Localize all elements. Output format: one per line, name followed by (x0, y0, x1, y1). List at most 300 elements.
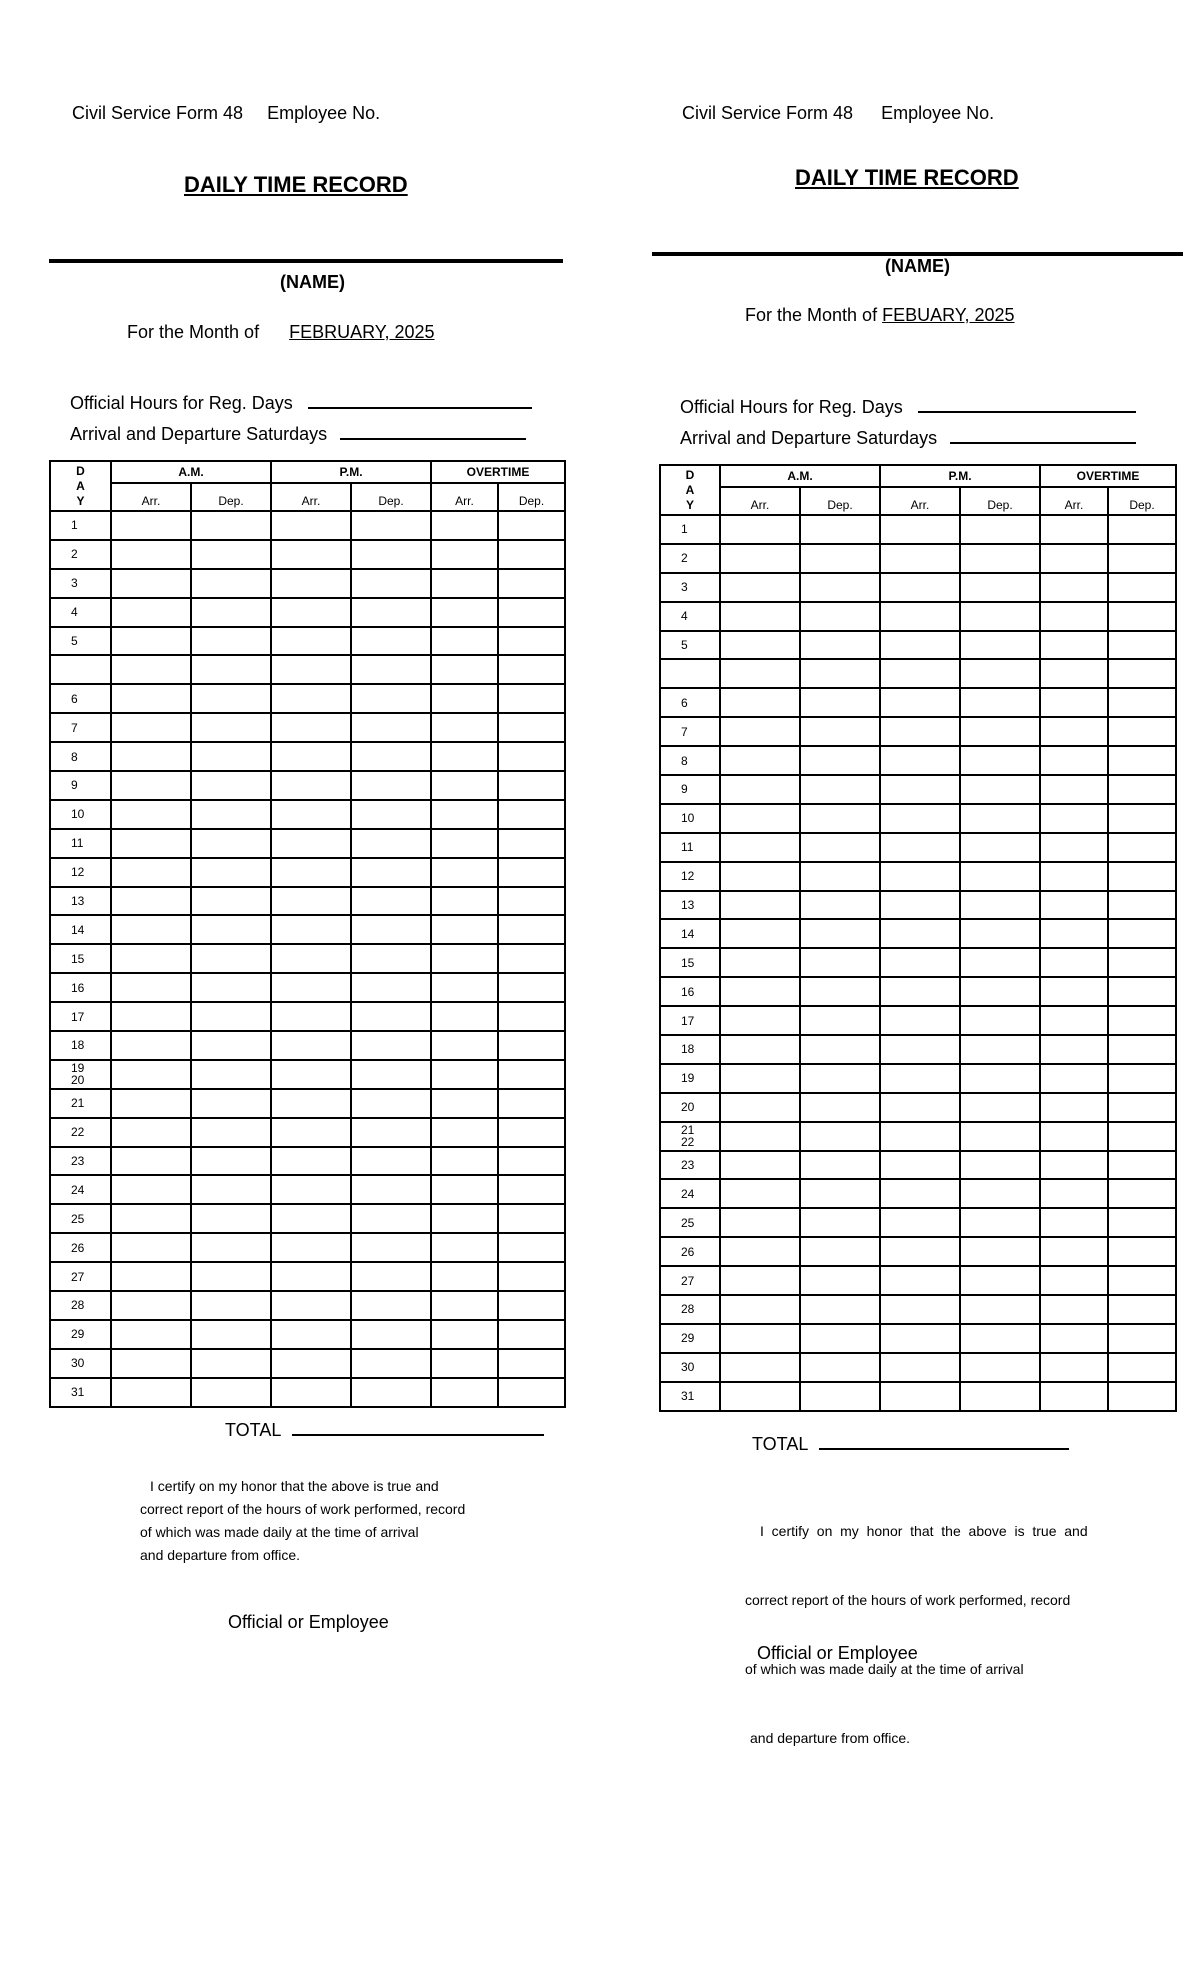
day-number: 23 (660, 1151, 720, 1180)
ot-dep-cell[interactable] (1108, 804, 1176, 833)
day-number: 25 (50, 1204, 111, 1233)
am-dep-cell[interactable] (800, 573, 880, 602)
am-dep-cell[interactable] (800, 1295, 880, 1324)
overtime-header: OVERTIME (1040, 465, 1176, 487)
ot-arr-cell[interactable] (1040, 919, 1108, 948)
pm-arr-cell[interactable] (880, 688, 960, 717)
am-dep-cell[interactable] (800, 1179, 880, 1208)
ot-dep-cell[interactable] (1108, 891, 1176, 920)
day-row (660, 977, 1176, 1006)
am-arr-cell[interactable] (720, 1324, 800, 1353)
pm-dep-cell[interactable] (960, 948, 1040, 977)
ot-arr-cell[interactable] (1040, 1208, 1108, 1237)
am-dep-cell[interactable] (800, 717, 880, 746)
ot-dep-cell[interactable] (1108, 1179, 1176, 1208)
am-arr-cell[interactable] (720, 1122, 800, 1151)
ot-arr-cell[interactable] (1040, 1266, 1108, 1295)
ot-dep-cell[interactable] (1108, 688, 1176, 717)
am-arr-cell[interactable] (720, 717, 800, 746)
pm-dep-cell[interactable] (960, 862, 1040, 891)
ot-dep-cell[interactable] (1108, 1353, 1176, 1382)
day-row (660, 544, 1176, 573)
pm-dep-cell[interactable] (960, 1295, 1040, 1324)
am-arr-cell[interactable] (720, 1382, 800, 1411)
pm-arr-cell[interactable] (880, 804, 960, 833)
am-arr-cell[interactable] (720, 746, 800, 775)
day-number: 4 (50, 598, 111, 627)
am-arr-cell[interactable] (720, 602, 800, 631)
ot-arr-cell[interactable] (1040, 1151, 1108, 1180)
pm-dep-cell[interactable] (960, 1382, 1040, 1411)
ot-dep-cell[interactable] (1108, 544, 1176, 573)
am-dep-cell[interactable] (800, 1064, 880, 1093)
day-row (660, 1353, 1176, 1382)
ot-arr-cell[interactable] (1040, 717, 1108, 746)
pm-arr-cell[interactable] (880, 1064, 960, 1093)
am-dep-cell[interactable] (800, 1324, 880, 1353)
day-number: 9 (50, 771, 111, 800)
am-dep-cell[interactable] (800, 1382, 880, 1411)
day-number: 30 (660, 1353, 720, 1382)
am-dep-cell[interactable] (800, 1208, 880, 1237)
arrival-departure-blank[interactable] (950, 426, 1136, 444)
pm-arr-cell[interactable] (880, 631, 960, 660)
day-number: 7 (50, 713, 111, 742)
pm-dep-cell[interactable] (960, 1035, 1040, 1064)
ot-dep-cell[interactable] (1108, 1064, 1176, 1093)
ot-arr-cell[interactable] (1040, 804, 1108, 833)
ot-arr-cell[interactable] (1040, 602, 1108, 631)
pm-arr-cell[interactable] (880, 602, 960, 631)
total-label: TOTAL (752, 1434, 808, 1454)
arrival-departure-line (680, 426, 1136, 449)
month-prefix: For the Month of (127, 322, 260, 342)
am-dep-cell[interactable] (800, 833, 880, 862)
certification-text (745, 1474, 1088, 1796)
ot-dep-cell[interactable] (1108, 573, 1176, 602)
ot-arr-cell[interactable] (1040, 1237, 1108, 1266)
am-dep-cell[interactable] (800, 602, 880, 631)
ot-dep-cell[interactable] (1108, 1208, 1176, 1237)
am-arr-header: Arr. (720, 487, 800, 515)
am-arr-cell[interactable] (720, 833, 800, 862)
pm-arr-cell[interactable] (880, 1353, 960, 1382)
day-number: 8 (50, 742, 111, 771)
employee-no-label: Employee No. (267, 103, 381, 123)
pm-dep-cell[interactable] (960, 1006, 1040, 1035)
pm-dep-cell[interactable] (960, 1151, 1040, 1180)
day-number: 17 (50, 1002, 111, 1031)
am-arr-cell[interactable] (720, 659, 800, 688)
ot-arr-cell[interactable] (1040, 1064, 1108, 1093)
am-dep-cell[interactable] (800, 1093, 880, 1122)
day-row (660, 1237, 1176, 1266)
ot-arr-cell[interactable] (1040, 1179, 1108, 1208)
day-number: 12 (660, 862, 720, 891)
day-number: 27 (50, 1262, 111, 1291)
pm-dep-header: Dep. (351, 483, 431, 511)
ot-arr-cell[interactable] (1040, 1295, 1108, 1324)
ot-dep-cell[interactable] (1108, 919, 1176, 948)
day-number: 13 (660, 891, 720, 920)
am-dep-cell[interactable] (800, 775, 880, 804)
am-arr-cell[interactable] (720, 919, 800, 948)
day-row (660, 1122, 1176, 1151)
am-dep-cell[interactable] (800, 1266, 880, 1295)
certification-line: I certify on my honor that the above is true and (150, 1478, 439, 1494)
am-dep-cell[interactable] (800, 1006, 880, 1035)
ot-dep-cell[interactable] (1108, 1006, 1176, 1035)
day-row (660, 862, 1176, 891)
ot-dep-cell[interactable] (1108, 1122, 1176, 1151)
ot-arr-cell[interactable] (1040, 746, 1108, 775)
month-line (745, 305, 1015, 326)
day-row (660, 1382, 1176, 1411)
ot-arr-header: Arr. (1040, 487, 1108, 515)
pm-dep-cell[interactable] (960, 717, 1040, 746)
am-dep-cell[interactable] (800, 977, 880, 1006)
pm-arr-cell[interactable] (880, 948, 960, 977)
day-number: 30 (50, 1349, 111, 1378)
day-row (660, 688, 1176, 717)
am-dep-cell[interactable] (800, 1122, 880, 1151)
form-label: Civil Service Form 48 (682, 103, 854, 123)
pm-dep-cell[interactable] (960, 1353, 1040, 1382)
day-number: 10 (660, 804, 720, 833)
pm-arr-cell[interactable] (880, 1122, 960, 1151)
month-value: FEBRUARY, 2025 (289, 322, 435, 342)
day-number: 16 (660, 977, 720, 1006)
ot-arr-cell[interactable] (1040, 1324, 1108, 1353)
form-title: DAILY TIME RECORD (795, 165, 1019, 190)
am-dep-cell[interactable] (800, 804, 880, 833)
day-number: 13 (50, 887, 111, 916)
am-arr-cell[interactable] (720, 1353, 800, 1382)
pm-dep-cell[interactable] (960, 1179, 1040, 1208)
pm-dep-cell[interactable] (960, 919, 1040, 948)
day-number: 15 (660, 948, 720, 977)
ot-dep-header: Dep. (498, 483, 565, 511)
day-number: 5 (50, 627, 111, 656)
day-number: 31 (50, 1378, 111, 1407)
pm-dep-cell[interactable] (960, 631, 1040, 660)
day-number: 15 (50, 944, 111, 973)
day-number: 29 (50, 1320, 111, 1349)
am-arr-cell[interactable] (720, 1295, 800, 1324)
am-arr-cell[interactable] (720, 1208, 800, 1237)
day-number: 28 (50, 1291, 111, 1320)
ot-dep-cell[interactable] (1108, 1266, 1176, 1295)
pm-dep-cell[interactable] (960, 775, 1040, 804)
pm-arr-cell[interactable] (880, 775, 960, 804)
day-number: 19 (660, 1064, 720, 1093)
day-number: 8 (660, 746, 720, 775)
day-column-header (660, 465, 720, 515)
day-number: 24 (50, 1175, 111, 1204)
arrival-departure-label: Arrival and Departure Saturdays (680, 428, 938, 448)
ot-dep-cell[interactable] (1108, 717, 1176, 746)
time-record-table (659, 464, 1177, 1412)
signatory-label: Official or Employee (757, 1643, 918, 1663)
pm-dep-cell[interactable] (960, 544, 1040, 573)
ot-arr-cell[interactable] (1040, 977, 1108, 1006)
arrival-departure-label: Arrival and Departure Saturdays (70, 424, 328, 444)
total-blank[interactable] (819, 1432, 1069, 1450)
pm-dep-header: Dep. (960, 487, 1040, 515)
certification-line: correct report of the hours of work performed, record (140, 1501, 466, 1517)
pm-dep-cell[interactable] (960, 515, 1040, 544)
pm-arr-cell[interactable] (880, 717, 960, 746)
am-header: A.M. (720, 465, 880, 487)
am-arr-cell[interactable] (720, 804, 800, 833)
certification-line: and departure from office. (750, 1730, 911, 1746)
pm-arr-cell[interactable] (880, 1266, 960, 1295)
day-number: 14 (660, 919, 720, 948)
pm-arr-cell[interactable] (880, 1151, 960, 1180)
day-number: 16 (50, 973, 111, 1002)
month-value: FEBUARY, 2025 (882, 305, 1015, 325)
ot-arr-cell[interactable] (1040, 1093, 1108, 1122)
am-dep-cell[interactable] (800, 1353, 880, 1382)
pm-arr-cell[interactable] (880, 977, 960, 1006)
pm-dep-cell[interactable] (960, 833, 1040, 862)
pm-arr-cell[interactable] (880, 1035, 960, 1064)
am-arr-cell[interactable] (720, 775, 800, 804)
day-row (660, 515, 1176, 544)
pm-header: P.M. (271, 461, 431, 483)
am-arr-cell[interactable] (720, 573, 800, 602)
day-number: 20 (660, 1093, 720, 1122)
ot-dep-cell[interactable] (1108, 862, 1176, 891)
ot-arr-cell[interactable] (1040, 1035, 1108, 1064)
ot-dep-cell[interactable] (1108, 948, 1176, 977)
day-number: 24 (660, 1179, 720, 1208)
am-arr-cell[interactable] (720, 1151, 800, 1180)
form-label: Civil Service Form 48 (72, 103, 244, 123)
pm-arr-cell[interactable] (880, 1006, 960, 1035)
pm-dep-cell[interactable] (960, 804, 1040, 833)
ot-dep-cell[interactable] (1108, 602, 1176, 631)
ot-dep-cell[interactable] (1108, 1093, 1176, 1122)
pm-dep-cell[interactable] (960, 746, 1040, 775)
am-dep-cell[interactable] (800, 919, 880, 948)
ot-arr-cell[interactable] (1040, 544, 1108, 573)
pm-arr-cell[interactable] (880, 1382, 960, 1411)
am-arr-cell[interactable] (720, 544, 800, 573)
pm-dep-cell[interactable] (960, 602, 1040, 631)
day-row (660, 1208, 1176, 1237)
official-hours-line (680, 395, 1136, 418)
am-dep-cell[interactable] (800, 544, 880, 573)
day-number: 11 (660, 833, 720, 862)
am-arr-cell[interactable] (720, 515, 800, 544)
day-row (660, 1035, 1176, 1064)
ot-dep-cell[interactable] (1108, 1151, 1176, 1180)
pm-arr-cell[interactable] (880, 1208, 960, 1237)
day-row (660, 659, 1176, 688)
month-prefix: For the Month of (745, 305, 878, 325)
pm-arr-cell[interactable] (880, 919, 960, 948)
am-arr-cell[interactable] (720, 891, 800, 920)
day-row (660, 1093, 1176, 1122)
pm-arr-cell[interactable] (880, 1324, 960, 1353)
pm-arr-cell[interactable] (880, 1093, 960, 1122)
am-arr-cell[interactable] (720, 631, 800, 660)
pm-arr-cell[interactable] (880, 833, 960, 862)
am-dep-header: Dep. (191, 483, 271, 511)
day-row (660, 1064, 1176, 1093)
day-number: 23 (50, 1147, 111, 1176)
day-row (660, 1266, 1176, 1295)
am-arr-cell[interactable] (720, 862, 800, 891)
day-rows (660, 515, 1176, 1411)
am-arr-cell[interactable] (720, 977, 800, 1006)
day-row (660, 919, 1176, 948)
am-dep-cell[interactable] (800, 659, 880, 688)
day-row (660, 1179, 1176, 1208)
day-number: 1 (660, 515, 720, 544)
am-arr-header: Arr. (111, 483, 191, 511)
ot-arr-cell[interactable] (1040, 659, 1108, 688)
pm-arr-cell[interactable] (880, 544, 960, 573)
ot-arr-cell[interactable] (1040, 891, 1108, 920)
am-dep-cell[interactable] (800, 948, 880, 977)
ot-dep-cell[interactable] (1108, 833, 1176, 862)
day-letter: A (76, 478, 85, 493)
day-number: 26 (50, 1233, 111, 1262)
pm-arr-cell[interactable] (880, 573, 960, 602)
pm-dep-cell[interactable] (960, 1122, 1040, 1151)
ot-arr-cell[interactable] (1040, 862, 1108, 891)
ot-dep-cell[interactable] (1108, 1035, 1176, 1064)
day-number: 3 (50, 569, 111, 598)
am-arr-cell[interactable] (720, 1266, 800, 1295)
ot-arr-cell[interactable] (1040, 775, 1108, 804)
am-arr-cell[interactable] (720, 1093, 800, 1122)
day-letter: A (685, 482, 695, 497)
day-number: 18 (660, 1035, 720, 1064)
official-hours-label: Official Hours for Reg. Days (680, 397, 903, 417)
am-arr-cell[interactable] (720, 1006, 800, 1035)
pm-dep-cell[interactable] (960, 977, 1040, 1006)
ot-dep-cell[interactable] (1108, 659, 1176, 688)
pm-arr-cell[interactable] (880, 1237, 960, 1266)
official-hours-blank[interactable] (918, 395, 1136, 413)
am-arr-cell[interactable] (720, 1237, 800, 1266)
day-row (660, 804, 1176, 833)
day-number: 5 (660, 631, 720, 660)
day-number: 2 (660, 544, 720, 573)
day-letter: Y (685, 497, 694, 512)
pm-dep-cell[interactable] (960, 688, 1040, 717)
ot-arr-cell[interactable] (1040, 1006, 1108, 1035)
ot-arr-cell[interactable] (1040, 573, 1108, 602)
day-row (660, 746, 1176, 775)
pm-arr-cell[interactable] (880, 659, 960, 688)
day-number: 29 (660, 1324, 720, 1353)
day-number: 21 (50, 1089, 111, 1118)
day-row (660, 891, 1176, 920)
pm-arr-cell[interactable] (880, 1179, 960, 1208)
am-dep-cell[interactable] (800, 515, 880, 544)
pm-dep-cell[interactable] (960, 659, 1040, 688)
pm-dep-cell[interactable] (960, 573, 1040, 602)
ot-dep-cell[interactable] (1108, 1382, 1176, 1411)
ot-dep-cell[interactable] (1108, 746, 1176, 775)
ot-dep-cell[interactable] (1108, 775, 1176, 804)
day-number: 26 (660, 1237, 720, 1266)
day-row (660, 948, 1176, 977)
day-letter: D (76, 463, 85, 478)
ot-arr-cell[interactable] (1040, 948, 1108, 977)
ot-dep-cell[interactable] (1108, 1237, 1176, 1266)
day-row (660, 1006, 1176, 1035)
pm-arr-cell[interactable] (880, 515, 960, 544)
day-row (660, 573, 1176, 602)
ot-arr-cell[interactable] (1040, 688, 1108, 717)
am-dep-cell[interactable] (800, 1035, 880, 1064)
am-arr-cell[interactable] (720, 948, 800, 977)
pm-arr-cell[interactable] (880, 862, 960, 891)
day-row (660, 631, 1176, 660)
day-number: 6 (50, 684, 111, 713)
pm-arr-cell[interactable] (880, 1295, 960, 1324)
day-number: 25 (660, 1208, 720, 1237)
am-dep-header: Dep. (800, 487, 880, 515)
ot-dep-cell[interactable] (1108, 1324, 1176, 1353)
am-dep-cell[interactable] (800, 1237, 880, 1266)
ot-arr-cell[interactable] (1040, 1353, 1108, 1382)
pm-dep-cell[interactable] (960, 1324, 1040, 1353)
pm-dep-cell[interactable] (960, 1064, 1040, 1093)
day-row (660, 602, 1176, 631)
ot-arr-cell[interactable] (1040, 833, 1108, 862)
am-arr-cell[interactable] (720, 688, 800, 717)
day-number: 12 (50, 858, 111, 887)
am-dep-cell[interactable] (800, 688, 880, 717)
certification-line: I certify on my honor that the above is true and (760, 1523, 1088, 1539)
am-dep-cell[interactable] (800, 746, 880, 775)
am-arr-cell[interactable] (720, 1064, 800, 1093)
ot-arr-cell[interactable] (1040, 515, 1108, 544)
certification-line: of which was made daily at the time of arrival (745, 1661, 1024, 1677)
am-dep-cell[interactable] (800, 862, 880, 891)
overtime-header: OVERTIME (431, 461, 565, 483)
day-number: 19 20 (50, 1060, 111, 1089)
ot-arr-cell[interactable] (1040, 631, 1108, 660)
pm-dep-cell[interactable] (960, 1093, 1040, 1122)
am-dep-cell[interactable] (800, 1151, 880, 1180)
pm-dep-cell[interactable] (960, 1237, 1040, 1266)
ot-dep-cell[interactable] (1108, 977, 1176, 1006)
ot-dep-cell[interactable] (1108, 631, 1176, 660)
ot-dep-cell[interactable] (1108, 1295, 1176, 1324)
am-dep-cell[interactable] (800, 891, 880, 920)
ot-arr-cell[interactable] (1040, 1382, 1108, 1411)
am-arr-cell[interactable] (720, 1179, 800, 1208)
ot-arr-cell[interactable] (1040, 1122, 1108, 1151)
pm-dep-cell[interactable] (960, 1208, 1040, 1237)
pm-arr-cell[interactable] (880, 891, 960, 920)
ot-dep-cell[interactable] (1108, 515, 1176, 544)
pm-dep-cell[interactable] (960, 1266, 1040, 1295)
day-number: 7 (660, 717, 720, 746)
pm-dep-cell[interactable] (960, 891, 1040, 920)
am-dep-cell[interactable] (800, 631, 880, 660)
am-arr-cell[interactable] (720, 1035, 800, 1064)
pm-arr-cell[interactable] (880, 746, 960, 775)
day-number: 27 (660, 1266, 720, 1295)
